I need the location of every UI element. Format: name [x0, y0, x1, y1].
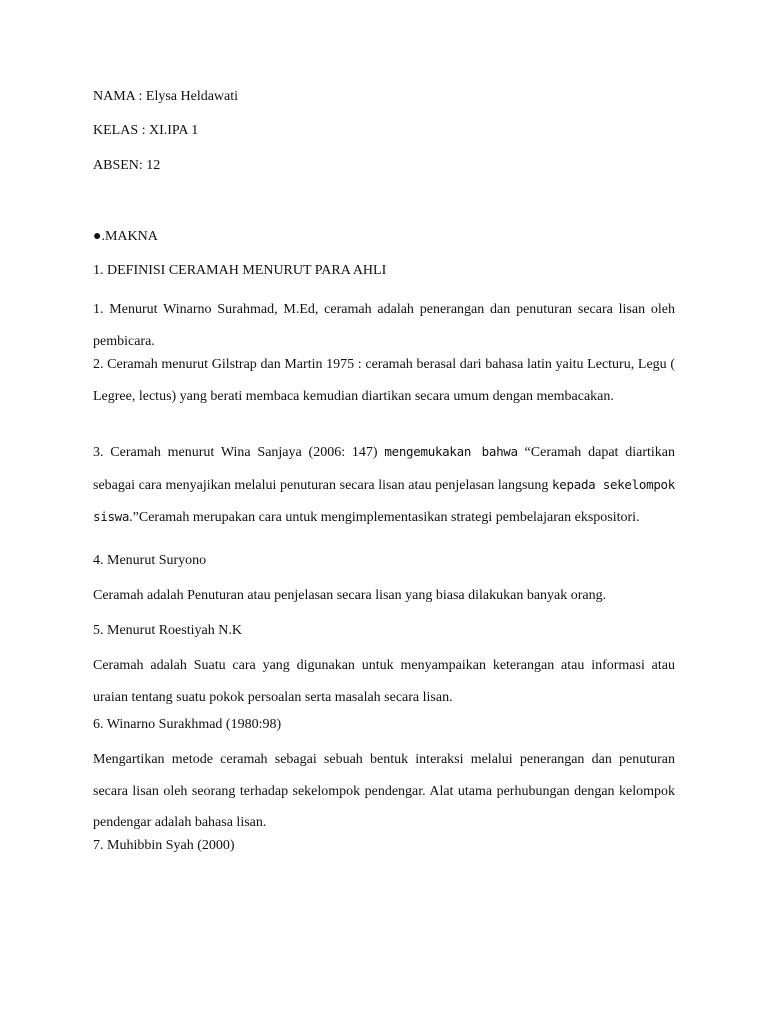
student-number: ABSEN: 12: [93, 158, 161, 173]
item-3-part-5: .”Ceramah merupakan cara untuk mengimplementasikan strategi pembelajaran ekspositori.: [129, 510, 640, 525]
definition-item-5-text: Ceramah adalah Suatu cara yang digunakan untuk menyampaikan keterangan atau informasi atau uraian tentang suatu pokok persoalan serta masalah secara lisan.: [93, 658, 675, 705]
item-3-part-4: kepada sekelompok siswa: [93, 476, 675, 524]
student-class: KELAS : XI.IPA 1: [93, 123, 199, 138]
definition-item-5-title: 5. Menurut Roestiyah N.K: [93, 623, 242, 638]
definition-item-4-text: Ceramah adalah Penuturan atau penjelasan secara lisan yang biasa dilakukan banyak orang.: [93, 588, 607, 603]
bullet-icon: ●: [93, 229, 102, 244]
definition-item-1: 1. Menurut Winarno Surahmad, M.Ed, ceramah adalah penerangan dan penuturan secara lisan oleh pembicara.: [93, 302, 675, 349]
item-3-part-1: 3. Ceramah menurut Wina Sanjaya (2006: 147): [93, 445, 385, 460]
section-title-text: .MAKNA: [101, 229, 158, 244]
item-3-part-3: “Ceramah dapat diartikan sebagai cara menyajikan melalui penuturan secara lisan atau penjelasan langsung: [93, 445, 675, 493]
definition-item-7-title: 7. Muhibbin Syah (2000): [93, 838, 235, 853]
definition-item-3: [93, 436, 675, 534]
definition-item-4-title: 4. Menurut Suryono: [93, 553, 207, 568]
student-name: NAMA : Elysa Heldawati: [93, 89, 239, 104]
item-3-part-2: mengemukakan bahwa: [384, 444, 518, 459]
definition-item-6-text: Mengartikan metode ceramah sebagai sebuah bentuk interaksi melalui penerangan dan penuturan secara lisan oleh seorang terhadap sekelompok pendengar. Alat utama perhubungan dengan kelompok pendengar adalah bahasa lisan.: [93, 752, 675, 830]
definition-item-6-title: 6. Winarno Surakhmad (1980:98): [93, 717, 282, 732]
section-heading: 1. DEFINISI CERAMAH MENURUT PARA AHLI: [93, 263, 387, 278]
definition-item-2: 2. Ceramah menurut Gilstrap dan Martin 1975 : ceramah berasal dari bahasa latin yaitu Lecturu, Legu ( Legree, lectus) yang berati membaca kemudian diartikan secara umum dengan membacakan.: [93, 357, 675, 404]
section-title: [93, 228, 158, 246]
